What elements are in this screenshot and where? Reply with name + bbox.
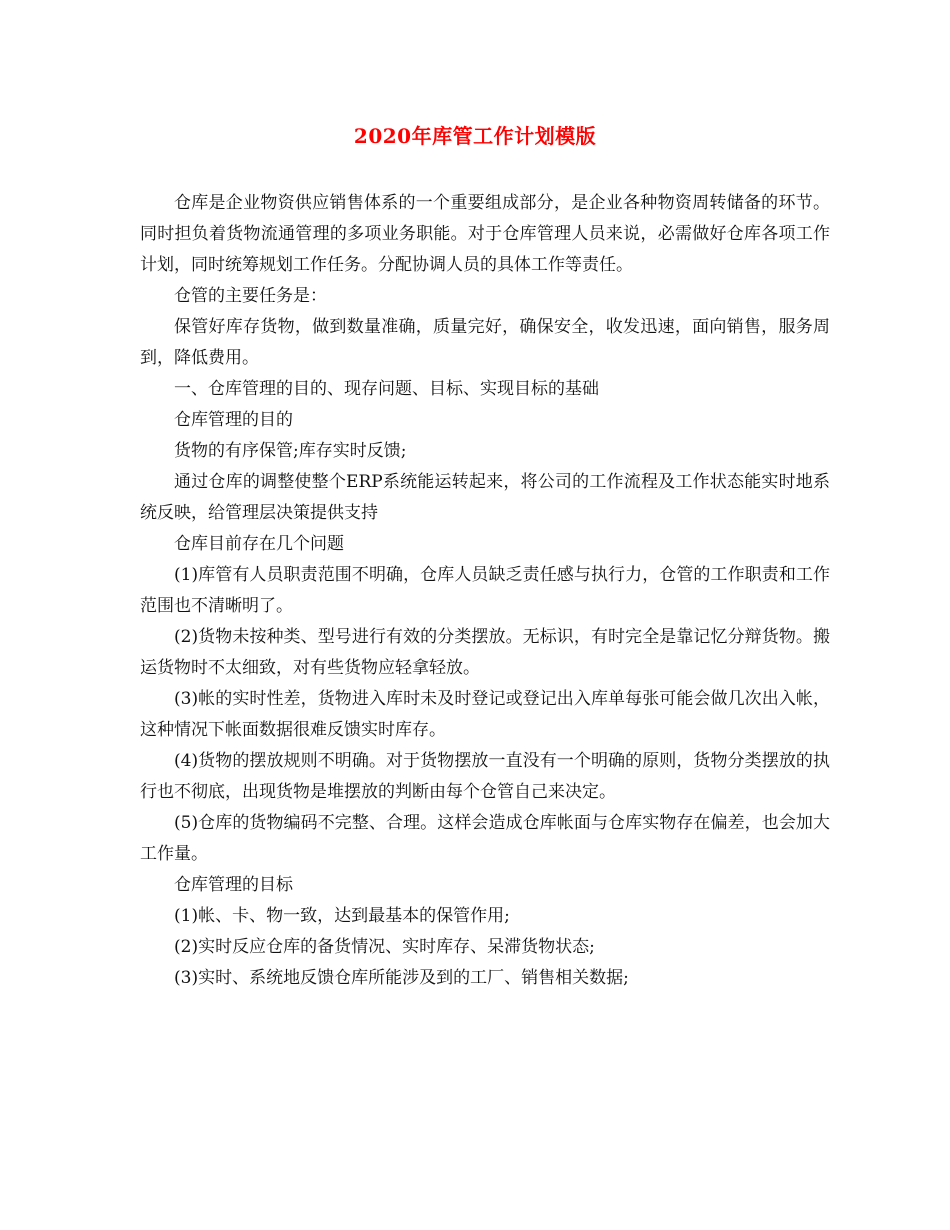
subheading: 仓库管理的目的	[174, 410, 293, 430]
list-item: (4)货物的摆放规则不明确。对于货物摆放一直没有一个明确的原则，货物分类摆放的执行也不彻底，出现货物是堆摆放的判断由每个仓管自己来决定。	[140, 751, 830, 802]
paragraph: 仓管的主要任务是：	[174, 286, 327, 306]
list-item: (2)实时反应仓库的备货情况、实时库存、呆滞货物状态;	[174, 937, 595, 957]
paragraph: 通过仓库的调整使整个ERP系统能运转起来，将公司的工作流程及工作状态能实时地系统反映，给管理层决策提供支持	[140, 472, 830, 523]
paragraph: 保管好库存货物，做到数量准确，质量完好，确保安全，收发迅速，面向销售，服务周到，降低费用。	[140, 317, 830, 368]
paragraph: 货物的有序保管;库存实时反馈;	[174, 441, 407, 461]
list-item: (3)实时、系统地反馈仓库所能涉及到的工厂、销售相关数据;	[174, 968, 629, 988]
list-item: (5)仓库的货物编码不完整、合理。这样会造成仓库帐面与仓库实物存在偏差，也会加大工作量。	[140, 813, 830, 864]
paragraph: 仓库是企业物资供应销售体系的一个重要组成部分，是企业各种物资周转储备的环节。同时担负着货物流通管理的多项业务职能。对于仓库管理人员来说，必需做好仓库各项工作计划，同时统筹规划工作任务。分配协调人员的具体工作等责任。	[140, 193, 830, 275]
section-heading: 一、仓库管理的目的、现存问题、目标、实现目标的基础	[174, 379, 599, 399]
list-item: (1)库管有人员职责范围不明确，仓库人员缺乏责任感与执行力，仓管的工作职责和工作范围也不清晰明了。	[140, 565, 830, 616]
list-item: (2)货物未按种类、型号进行有效的分类摆放。无标识，有时完全是靠记忆分辩货物。搬运货物时不太细致，对有些货物应轻拿轻放。	[140, 627, 830, 678]
document-title: 2020年库管工作计划模版	[353, 124, 597, 148]
list-item: (1)帐、卡、物一致，达到最基本的保管作用;	[174, 906, 510, 926]
document-body	[140, 188, 830, 994]
subheading: 仓库管理的目标	[174, 875, 293, 895]
subheading: 仓库目前存在几个问题	[174, 534, 344, 554]
list-item: (3)帐的实时性差，货物进入库时未及时登记或登记出入库单每张可能会做几次出入帐，这种情况下帐面数据很难反馈实时库存。	[140, 689, 830, 740]
